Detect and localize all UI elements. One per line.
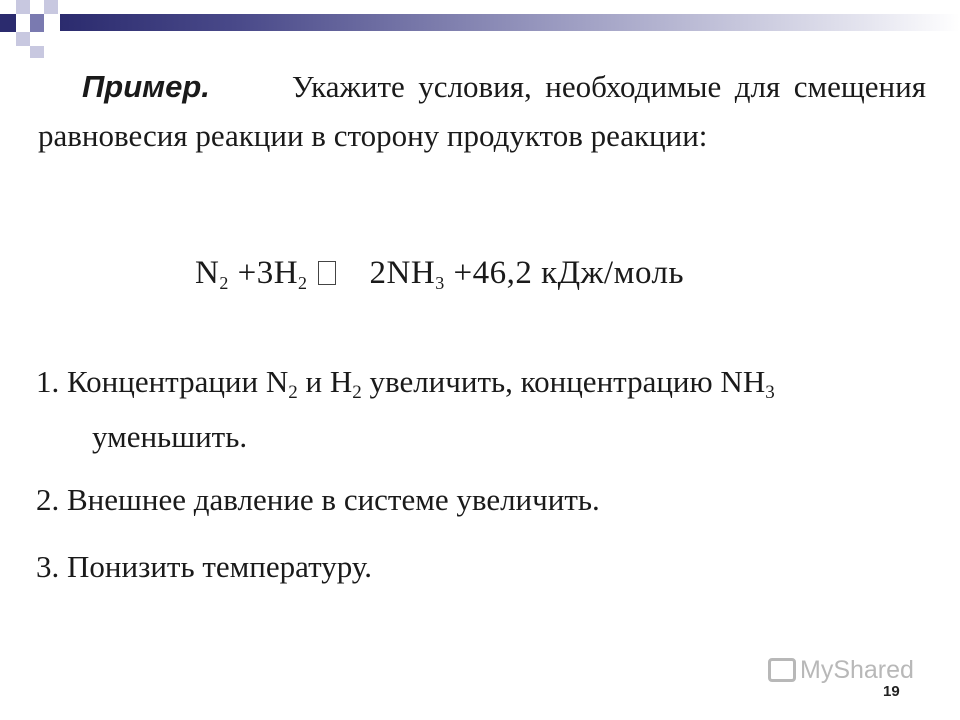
eq-subscript: 2 bbox=[219, 273, 229, 293]
item-subscript: 3 bbox=[765, 382, 775, 403]
presentation-icon bbox=[768, 658, 796, 682]
deco-square bbox=[16, 32, 30, 46]
eq-reactant1: N bbox=[195, 255, 220, 291]
eq-energy: +46,2 кДж/моль bbox=[444, 255, 685, 291]
deco-square bbox=[30, 14, 44, 32]
header-gradient-bar bbox=[60, 14, 960, 31]
equilibrium-arrow-glyph bbox=[318, 261, 336, 285]
item-number: 3. bbox=[36, 549, 60, 584]
item-continuation: уменьшить. bbox=[92, 419, 248, 454]
watermark-text: MyShared bbox=[800, 656, 914, 684]
eq-subscript: 3 bbox=[435, 273, 445, 293]
list-item bbox=[36, 360, 928, 459]
intro-block bbox=[38, 62, 926, 160]
list-item bbox=[36, 545, 928, 589]
deco-square bbox=[44, 0, 58, 14]
deco-square bbox=[0, 14, 16, 32]
list-item bbox=[36, 478, 928, 522]
eq-product: 2NH bbox=[369, 255, 436, 291]
item-subscript: 2 bbox=[352, 382, 362, 403]
header-decoration bbox=[0, 0, 960, 60]
conditions-list bbox=[36, 360, 928, 589]
watermark bbox=[768, 656, 914, 685]
example-label: Пример. bbox=[82, 69, 210, 104]
item-text: и H bbox=[297, 364, 353, 399]
item-number: 1. bbox=[36, 364, 60, 399]
page-number: 19 bbox=[883, 683, 900, 700]
reaction-equation bbox=[195, 255, 684, 294]
item-text: Концентрации N bbox=[67, 364, 289, 399]
item-subscript: 2 bbox=[288, 382, 298, 403]
item-text: Понизить температуру. bbox=[67, 549, 372, 584]
item-number: 2. bbox=[36, 482, 60, 517]
eq-reactant2: +3H bbox=[228, 255, 299, 291]
intro-text: Укажите условия, необходимые для смещения равновесия реакции в сторону продуктов реакции: bbox=[38, 69, 926, 153]
item-text: увеличить, концентрацию NH bbox=[361, 364, 766, 399]
intro-paragraph bbox=[38, 62, 926, 160]
item-text: Внешнее давление в системе увеличить. bbox=[67, 482, 600, 517]
deco-square bbox=[30, 46, 44, 58]
eq-subscript: 2 bbox=[298, 273, 308, 293]
deco-square bbox=[16, 0, 30, 14]
